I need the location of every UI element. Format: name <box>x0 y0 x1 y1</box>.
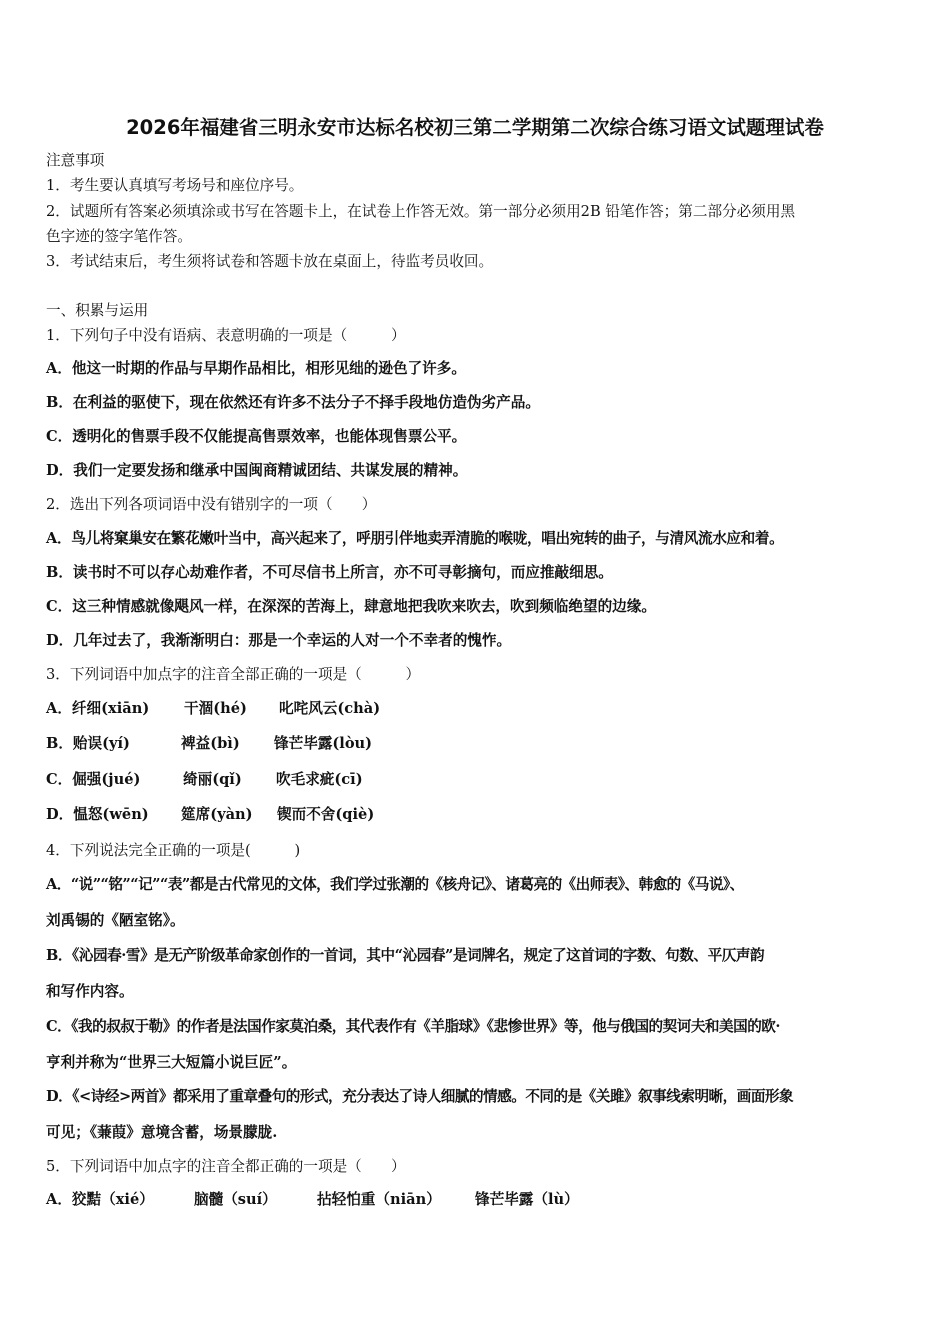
q4-option-a-cont: 刘禹锡的《陋室铭》。 <box>46 912 185 929</box>
q4-option-d-cont: 可见；《蒹葭》意境含蓄，场景朦胧. <box>46 1124 278 1141</box>
q3-option-b <box>46 734 372 754</box>
q1-option-b: B．在利益的驱使下，现在依然还有许多不法分子不择手段地仿造伪劣产品。 <box>46 394 540 411</box>
q3-option-c <box>46 770 363 790</box>
q3-b-word-2: 裨益(bì) <box>181 735 240 752</box>
q2-option-d: D．几年过去了，我渐渐明白：那是一个幸运的人对一个不幸者的愧怍。 <box>46 632 512 649</box>
q2-option-c: C．这三种情感就像飓风一样，在深深的苦海上，肆意地把我吹来吹去，吹到频临绝望的边缘。 <box>46 598 656 615</box>
notice-heading: 注意事项 <box>46 152 105 169</box>
q3-c-word-3: 吹毛求疵(cī) <box>276 771 363 788</box>
q4-option-c-cont: 亨利并称为“世界三大短篇小说巨匠”。 <box>46 1054 297 1071</box>
q5-a-word-3: 拈轻怕重（niān） <box>317 1191 441 1208</box>
q1-option-d: D．我们一定要发扬和继承中国闽商精诚团结、共谋发展的精神。 <box>46 462 468 479</box>
q4-option-c: C．《我的叔叔于勒》的作者是法国作家莫泊桑，其代表作有《羊脂球》《悲惨世界》等，他与俄国的契诃夫和美国的欧· <box>46 1018 780 1035</box>
q2-option-a: A．鸟儿将窠巢安在繁花嫩叶当中，高兴起来了，呼朋引伴地卖弄清脆的喉咙，唱出宛转的曲子，与清风流水应和着。 <box>46 530 784 547</box>
q3-b-word-1: B．贻误(yí) <box>46 735 130 752</box>
q5-a-word-1: A．狡黠（xié） <box>46 1191 154 1208</box>
q2-stem: 2．选出下列各项词语中没有错别字的一项（ ） <box>46 496 377 513</box>
q1-option-a: A．他这一时期的作品与早期作品相比，相形见绌的逊色了许多。 <box>46 360 466 377</box>
q5-option-a <box>46 1190 579 1210</box>
q2-option-b: B．读书时不可以存心劫难作者，不可尽信书上所言，亦不可寻彰摘句，而应推敲细思。 <box>46 564 613 581</box>
q5-a-word-4: 锋芒毕露（lù） <box>475 1191 579 1208</box>
q3-stem: 3．下列词语中加点字的注音全部正确的一项是（ ） <box>46 666 421 683</box>
q3-d-word-3: 锲而不舍(qiè) <box>277 806 375 823</box>
q3-c-word-2: 绮丽(qǐ) <box>183 771 242 788</box>
q3-a-word-1: A．纤细(xiān) <box>46 700 150 717</box>
q4-option-b-cont: 和写作内容。 <box>46 983 134 1000</box>
q3-d-word-1: D．愠怒(wēn) <box>46 806 149 823</box>
notice-item-1: 1．考生要认真填写考场号和座位序号。 <box>46 177 304 194</box>
q5-a-word-2: 脑髓（suí） <box>194 1191 277 1208</box>
notice-item-3: 3．考试结束后，考生须将试卷和答题卡放在桌面上，待监考员收回。 <box>46 253 494 270</box>
q4-stem: 4．下列说法完全正确的一项是( ) <box>46 842 301 859</box>
q4-option-d: D．《<诗经>两首》都采用了重章叠句的形式，充分表达了诗人细腻的情感。不同的是《关雎》叙事线索明晰，画面形象 <box>46 1088 794 1105</box>
q3-a-word-2: 干涸(hé) <box>184 700 247 717</box>
q3-option-d <box>46 805 374 825</box>
q3-d-word-2: 筵席(yàn) <box>181 806 253 823</box>
q1-option-c: C．透明化的售票手段不仅能提高售票效率，也能体现售票公平。 <box>46 428 467 445</box>
notice-item-2: 2．试题所有答案必须填涂或书写在答题卡上，在试卷上作答无效。第一部分必须用2B 铅笔作答；第二部分必须用黑 <box>46 203 796 220</box>
q4-option-b: B．《沁园春·雪》是无产阶级革命家创作的一首词，其中“沁园春”是词牌名，规定了这首词的字数、句数、平仄声韵 <box>46 947 765 964</box>
section-heading: 一、积累与运用 <box>46 302 149 319</box>
q3-b-word-3: 锋芒毕露(lòu) <box>274 735 373 752</box>
q3-option-a <box>46 699 380 719</box>
q3-a-word-3: 叱咤风云(chà) <box>279 700 381 717</box>
q3-c-word-1: C．倔强(jué) <box>46 771 141 788</box>
notice-item-2-cont: 色字迹的签字笔作答。 <box>46 228 192 245</box>
q5-stem: 5．下列词语中加点字的注音全都正确的一项是（ ） <box>46 1158 406 1175</box>
page-title: 2026年福建省三明永安市达标名校初三第二学期第二次综合练习语文试题理试卷 <box>126 116 824 139</box>
q1-stem: 1．下列句子中没有语病、表意明确的一项是（ ） <box>46 327 406 344</box>
q4-option-a: A．“说”“铭”“记”“表”都是古代常见的文体，我们学过张潮的《核舟记》、诸葛亮的《出师表》、韩愈的《马说》、 <box>46 876 744 893</box>
